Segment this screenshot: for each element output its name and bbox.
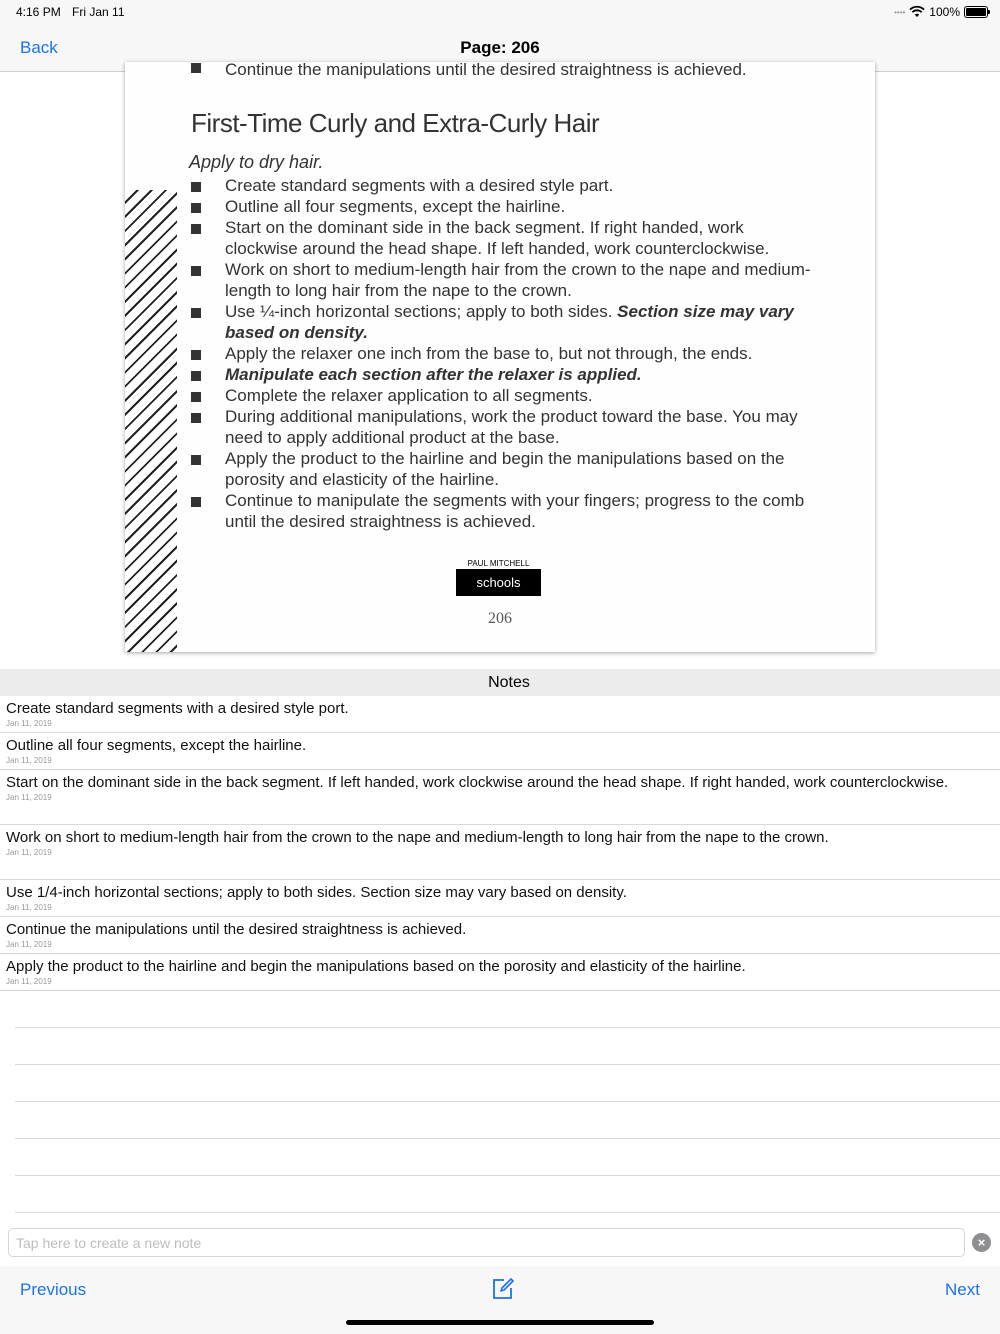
empty-note-row (15, 1139, 1000, 1176)
note-date: Jan 11, 2019 (6, 793, 52, 802)
note-row[interactable] (0, 917, 1000, 954)
status-date: Fri Jan 11 (72, 5, 125, 19)
note-row[interactable] (0, 770, 1000, 825)
note-text: Continue the manipulations until the desired straightness is achieved. (6, 921, 467, 938)
document-viewer[interactable] (0, 60, 1000, 668)
note-text: Outline all four segments, except the hairline. (6, 737, 307, 754)
clear-icon[interactable]: × (972, 1233, 991, 1252)
note-row[interactable] (0, 733, 1000, 770)
note-date: Jan 11, 2019 (6, 848, 52, 857)
notes-header: Notes (0, 669, 1000, 696)
home-indicator (346, 1320, 654, 1325)
note-text: Apply the product to the hairline and begin the manipulations based on the porosity and elasticity of the hairline. (6, 958, 746, 975)
note-date: Jan 11, 2019 (6, 756, 52, 765)
note-row[interactable] (0, 954, 1000, 991)
document-bullet: Use ¼-inch horizontal sections; apply to both sides. Section size may vary based on density. (191, 301, 811, 343)
note-date: Jan 11, 2019 (6, 940, 52, 949)
note-text: Start on the dominant side in the back segment. If left handed, work clockwise around the head shape. If right handed, work counterclockwise. (6, 774, 949, 791)
document-bullet: Start on the dominant side in the back segment. If right handed, work clockwise around the head shape. If left handed, work counterclockwise. (191, 217, 811, 259)
cut-off-text-line: Continue the manipulations until the desired straightness is achieved. (191, 60, 747, 80)
empty-note-row (15, 1176, 1000, 1213)
empty-note-row (15, 1102, 1000, 1139)
document-page (125, 62, 875, 652)
document-bullet: Create standard segments with a desired style part. (191, 175, 811, 196)
document-bullet: Apply the product to the hairline and begin the manipulations based on the porosity and elasticity of the hairline. (191, 448, 811, 490)
decorative-hatch (125, 190, 177, 652)
document-bullet: Complete the relaxer application to all segments. (191, 385, 811, 406)
document-bullet: During additional manipulations, work the product toward the base. You may need to apply additional product at the base. (191, 406, 811, 448)
document-bullet: Outline all four segments, except the hairline. (191, 196, 811, 217)
document-bullet: Manipulate each section after the relaxer is applied. (191, 364, 811, 385)
notes-list[interactable] (0, 696, 1000, 1213)
note-date: Jan 11, 2019 (6, 977, 52, 986)
note-text: Work on short to medium-length hair from the crown to the nape and medium-length to long hair from the nape to the crown. (6, 829, 829, 846)
page-title: Page: 206 (460, 38, 540, 57)
document-bullet-list (191, 175, 811, 532)
wifi-icon (909, 6, 925, 18)
status-time: 4:16 PM (16, 5, 61, 19)
document-bullet: Continue to manipulate the segments with your fingers; progress to the comb until the desired straightness is achieved. (191, 490, 811, 532)
note-date: Jan 11, 2019 (6, 903, 52, 912)
document-bullet: Work on short to medium-length hair from the crown to the nape and medium-length to long hair from the nape to the crown. (191, 259, 811, 301)
new-note-input[interactable] (9, 1229, 964, 1256)
note-row[interactable] (0, 696, 1000, 733)
empty-note-row (15, 991, 1000, 1028)
empty-note-row (15, 1028, 1000, 1065)
battery-percentage: 100% (929, 5, 960, 19)
note-text: Use 1/4-inch horizontal sections; apply to both sides. Section size may vary based on density. (6, 884, 627, 901)
back-button[interactable]: Back (20, 38, 58, 57)
battery-icon (964, 6, 988, 18)
document-page-number: 206 (488, 610, 512, 627)
status-bar (0, 0, 1000, 24)
note-row[interactable] (0, 825, 1000, 880)
previous-button[interactable]: Previous (20, 1280, 87, 1299)
note-date: Jan 11, 2019 (6, 719, 52, 728)
paul-mitchell-logo: PAUL MITCHELL schools (456, 559, 541, 597)
note-row[interactable] (0, 880, 1000, 917)
cellular-signal-icon: •••• (894, 7, 906, 17)
next-button[interactable]: Next (945, 1280, 980, 1299)
new-note-field-wrapper (8, 1228, 965, 1257)
note-text: Create standard segments with a desired style port. (6, 700, 349, 717)
document-heading: First-Time Curly and Extra-Curly Hair (191, 108, 600, 138)
empty-note-row (15, 1065, 1000, 1102)
compose-icon[interactable] (491, 1277, 515, 1301)
document-bullet: Apply the relaxer one inch from the base to, but not through, the ends. (191, 343, 811, 364)
document-subheading: Apply to dry hair. (189, 152, 324, 172)
battery-level (966, 8, 986, 16)
